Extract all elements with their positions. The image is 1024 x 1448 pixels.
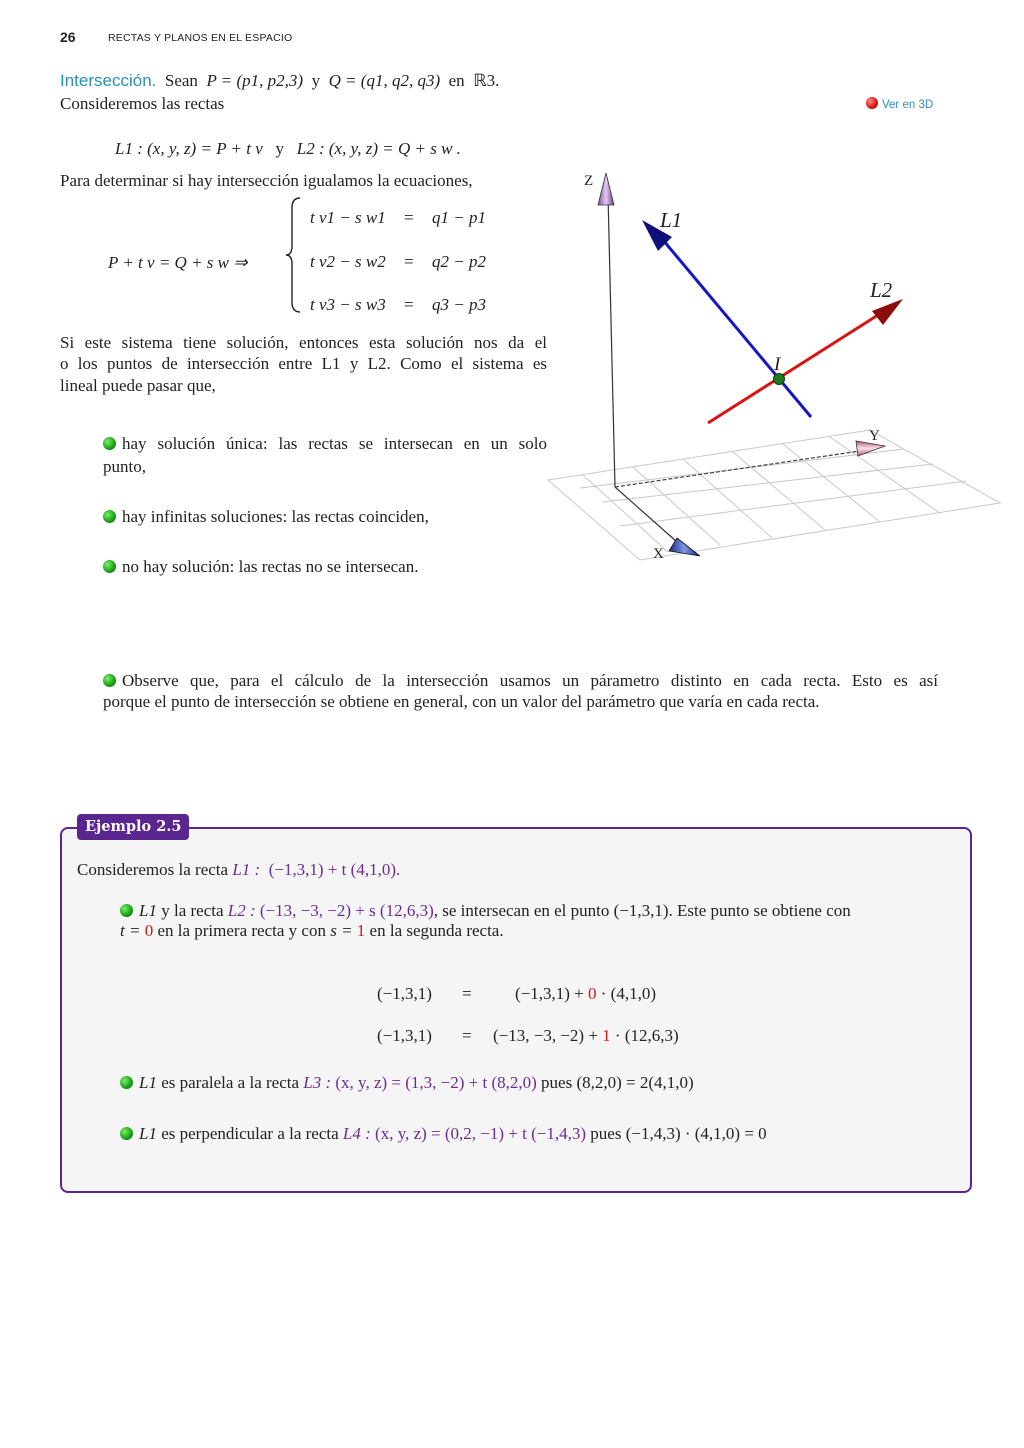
eq1-left: (−1,3,1): [377, 984, 432, 1003]
l1-label: L1 :: [115, 139, 143, 158]
example-intro-l1: L1 :: [232, 860, 261, 879]
r3-symbol: ℝ3.: [473, 71, 500, 90]
system-row-1-left: t v1 − s w1: [310, 208, 386, 227]
green-bullet-icon: [120, 1127, 133, 1140]
system-row-2-op: =: [404, 252, 414, 271]
l2-label: L2 :: [296, 139, 325, 158]
eq1-right: (−1,3,1) + 0 · (4,1,0): [515, 984, 656, 1003]
l2-equation: (x, y, z) = Q + s w .: [328, 139, 461, 158]
en-text: en: [448, 71, 465, 90]
observe-line-2: porque el punto de intersección se obtiene en general, con un valor del parámetro que varía en cada recta.: [103, 692, 820, 711]
figure-l1-label: L1: [660, 208, 683, 232]
paragraph-2-line-3: lineal puede pasar que,: [60, 376, 216, 395]
system-row-2-right: q2 − p2: [432, 252, 486, 271]
paragraph-2-line-1: Si este sistema tiene solución, entonces esta solución nos da el: [60, 333, 547, 352]
q-definition: Q = (q1, q2, q3): [328, 71, 441, 90]
page-number: 26: [60, 29, 76, 45]
system-lhs: P + t v = Q + s w ⇒: [108, 253, 248, 272]
y-text: y: [311, 71, 321, 90]
observe-line-1: Observe que, para el cálculo de la intersección usamos un párametro distinto en cada recta. Esto es así: [103, 670, 938, 692]
line-l1: [663, 240, 811, 417]
green-bullet-icon: [120, 1076, 133, 1089]
eq2-right: (−13, −3, −2) + 1 · (12,6,3): [493, 1026, 679, 1045]
green-bullet-icon: [103, 437, 116, 450]
system-row-2-left: t v2 − s w2: [310, 252, 386, 271]
axis-x-label: X: [653, 546, 664, 562]
y-text-2: y: [275, 139, 285, 158]
green-bullet-icon: [103, 560, 116, 573]
figure-i-label: I: [774, 354, 781, 375]
consideremos-text: Consideremos las rectas: [60, 94, 225, 113]
green-bullet-icon: [103, 674, 116, 687]
line-l2: [708, 315, 878, 423]
bullet-infinite-solutions: hay infinitas soluciones: las rectas coinciden,: [103, 506, 429, 528]
axis-z-label: Z: [584, 173, 594, 189]
z-axis-line: [608, 195, 615, 487]
example-bullet-1-cont: t = 0 en la primera recta y con s = 1 en la segunda recta.: [120, 921, 504, 940]
l1-equation: (x, y, z) = P + t v: [147, 139, 263, 158]
green-bullet-icon: [120, 904, 133, 917]
bullet-unique-solution: hay solución única: las rectas se intersecan en un solo: [103, 433, 547, 455]
system-row-3-op: =: [404, 295, 414, 314]
figure-l2-label: L2: [870, 278, 893, 302]
term-heading: Intersección.: [60, 71, 157, 90]
system-brace: [284, 196, 304, 314]
l2-arrowhead: [872, 299, 903, 325]
lines-definition: [115, 138, 461, 160]
eq1-op: =: [462, 984, 472, 1003]
figure-3d-lines: [540, 165, 1010, 575]
eq2-op: =: [462, 1026, 472, 1045]
x-axis-cone: [669, 538, 700, 556]
axis-y-label: Y: [869, 428, 880, 444]
example-bullet-2: L1 es paralela a la recta L3 : (x, y, z) = (1,3, −2) + t (8,2,0) pues (8,2,0) = 2(4,1,0): [120, 1072, 694, 1094]
system-row-1-op: =: [404, 208, 414, 227]
red-ball-icon: [866, 97, 878, 109]
z-axis-cone: [598, 173, 614, 205]
view-3d-label: Ver en 3D: [882, 99, 934, 111]
example-intro-eq: (−1,3,1) + t (4,1,0).: [268, 860, 401, 879]
view-3d-link[interactable]: [866, 97, 933, 111]
eq2-left: (−1,3,1): [377, 1026, 432, 1045]
paragraph-2-line-2: o los puntos de intersección entre L1 y L2. Como el sistema es: [60, 354, 547, 373]
example-tab: Ejemplo 2.5: [77, 814, 189, 840]
bullet-no-solution: no hay solución: las rectas no se intersecan.: [103, 556, 418, 578]
running-title: RECTAS Y PLANOS EN EL ESPACIO: [108, 32, 293, 44]
example-intro: Consideremos la recta L1 : (−1,3,1) + t (4,1,0).: [77, 860, 401, 879]
example-bullet-1: L1 y la recta L2 : (−13, −3, −2) + s (12,6,3), se intersecan en el punto (−1,3,1). Este punto se obtiene con: [120, 900, 958, 922]
system-row-1-right: q1 − p1: [432, 208, 486, 227]
bullet-unique-solution-cont: punto,: [103, 457, 146, 476]
system-row-3-left: t v3 − s w3: [310, 295, 386, 314]
grid-plane: [548, 430, 1000, 560]
example-bullet-3: L1 es perpendicular a la recta L4 : (x, y, z) = (0,2, −1) + t (−1,4,3) pues (−1,4,3) · (4,1,0) = 0: [120, 1123, 767, 1145]
p-definition: P = (p1, p2,3): [206, 71, 304, 90]
intersection-point: [774, 374, 785, 385]
sean-text: Sean: [164, 71, 198, 90]
green-bullet-icon: [103, 510, 116, 523]
system-row-3-right: q3 − p3: [432, 295, 486, 314]
intro-line: [60, 70, 499, 92]
paragraph-1: Para determinar si hay intersección igualamos la ecuaciones,: [60, 171, 473, 190]
